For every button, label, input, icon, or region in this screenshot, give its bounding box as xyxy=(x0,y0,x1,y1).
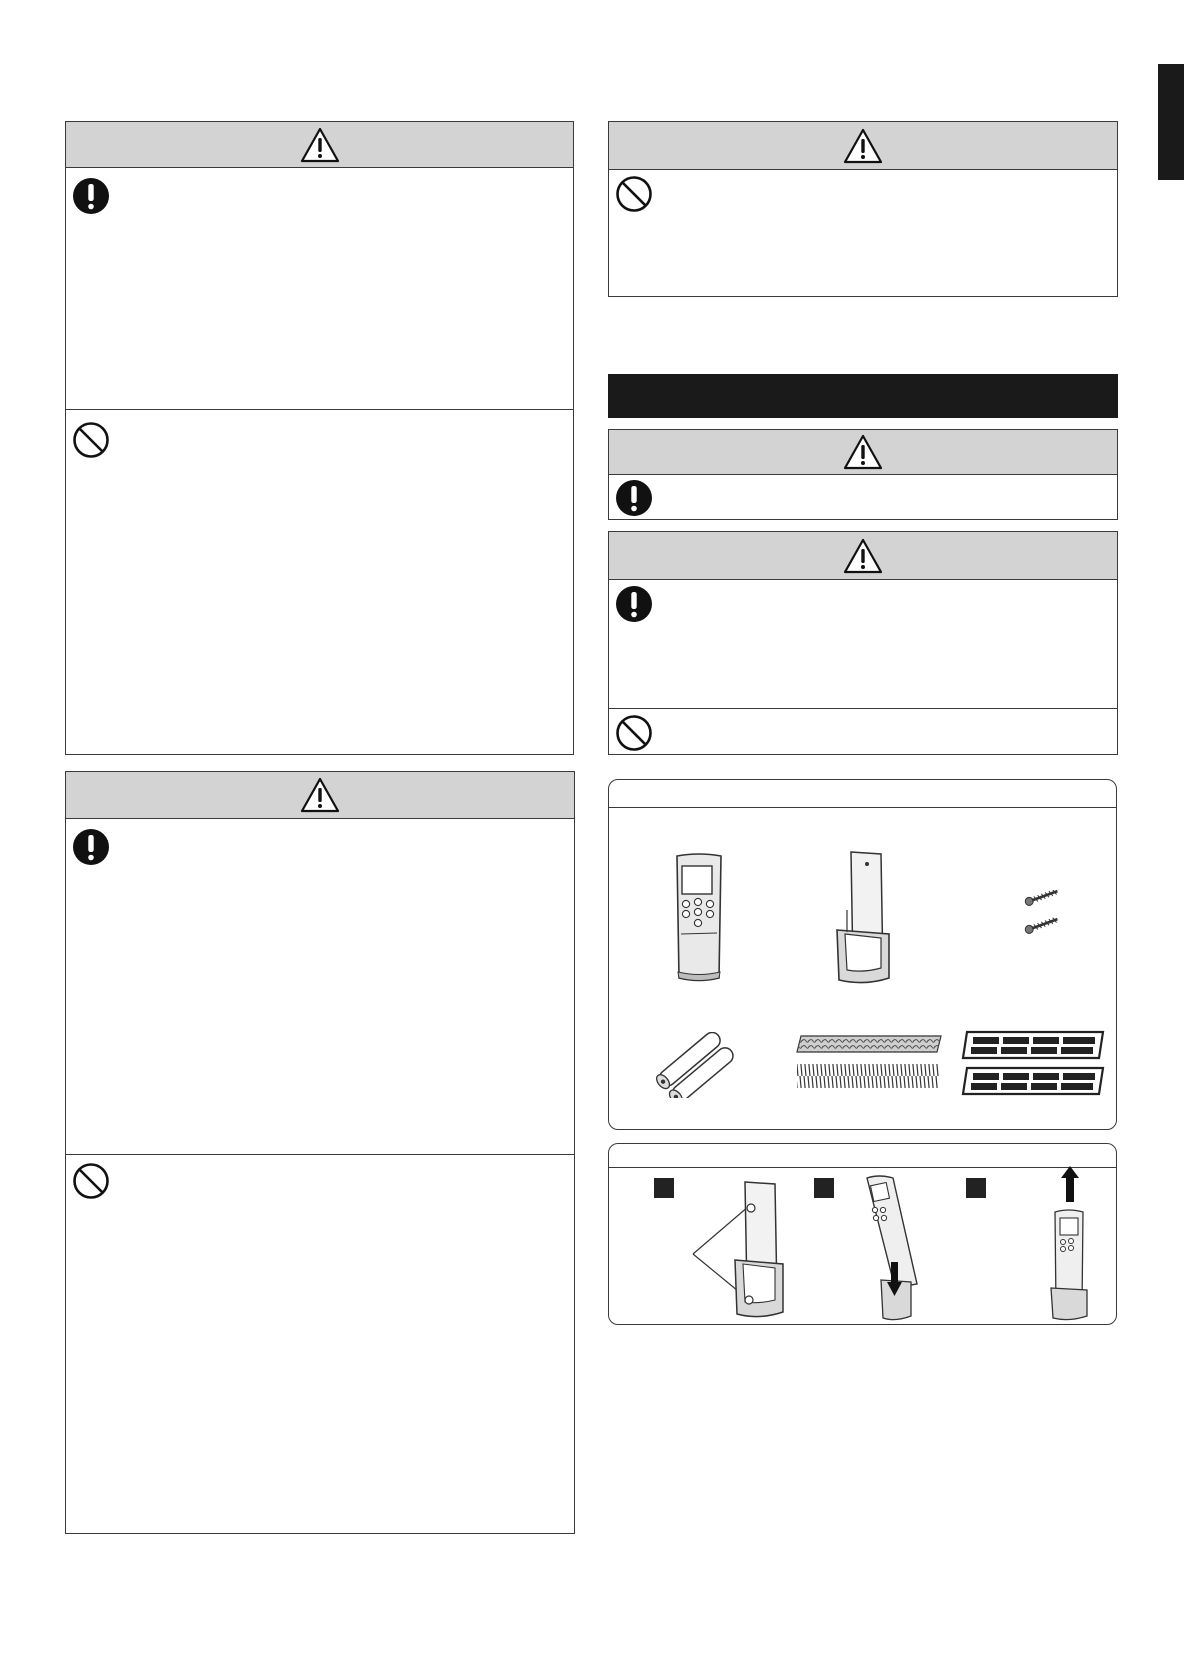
accessories-title-bar xyxy=(609,780,1116,808)
mandatory-action-icon xyxy=(615,479,653,517)
remote-controller-illustration xyxy=(671,852,727,986)
air-cleaning-filters-illustration xyxy=(795,1032,945,1096)
panel-header xyxy=(609,122,1117,170)
panel-divider xyxy=(66,409,573,410)
panel-header xyxy=(66,772,574,819)
prohibited-icon xyxy=(615,714,653,752)
holder-installation-box xyxy=(608,1143,1117,1325)
prohibited-icon xyxy=(72,1162,110,1200)
panel-header xyxy=(66,122,573,168)
warning-triangle-icon xyxy=(842,433,884,471)
step-1-illustration xyxy=(691,1178,791,1324)
tapping-screws-illustration xyxy=(1023,890,1063,940)
installation-title-bar xyxy=(609,1144,1116,1168)
panel-header xyxy=(609,532,1117,580)
warning-triangle-icon xyxy=(299,126,341,164)
caution-panel-5 xyxy=(608,531,1118,755)
panel-divider xyxy=(609,708,1117,709)
accessories-box xyxy=(608,779,1117,1130)
caution-panel-3 xyxy=(608,121,1118,297)
batteries-illustration xyxy=(651,1032,749,1098)
step-1-marker xyxy=(654,1178,674,1198)
warning-triangle-icon xyxy=(842,537,884,575)
warning-triangle-icon xyxy=(842,127,884,165)
step-2-marker xyxy=(814,1178,834,1198)
mandatory-action-icon xyxy=(72,828,110,866)
caution-panel-2 xyxy=(65,771,575,1534)
filter-frames-illustration xyxy=(961,1028,1107,1100)
mandatory-action-icon xyxy=(615,585,653,623)
side-index-tab xyxy=(1158,64,1184,180)
caution-panel-4 xyxy=(608,429,1118,520)
prohibited-icon xyxy=(615,175,653,213)
up-arrow-icon xyxy=(1061,1166,1079,1202)
panel-divider xyxy=(66,1154,574,1155)
remote-holder-illustration xyxy=(831,850,895,988)
panel-header xyxy=(609,430,1117,475)
warning-triangle-icon xyxy=(299,776,341,814)
caution-panel-1 xyxy=(65,121,574,755)
prohibited-icon xyxy=(72,421,110,459)
section-heading-bar xyxy=(608,374,1118,418)
step-3-marker xyxy=(966,1178,986,1198)
step-3-illustration xyxy=(1045,1164,1095,1324)
mandatory-action-icon xyxy=(72,177,110,215)
step-2-illustration xyxy=(863,1172,927,1324)
